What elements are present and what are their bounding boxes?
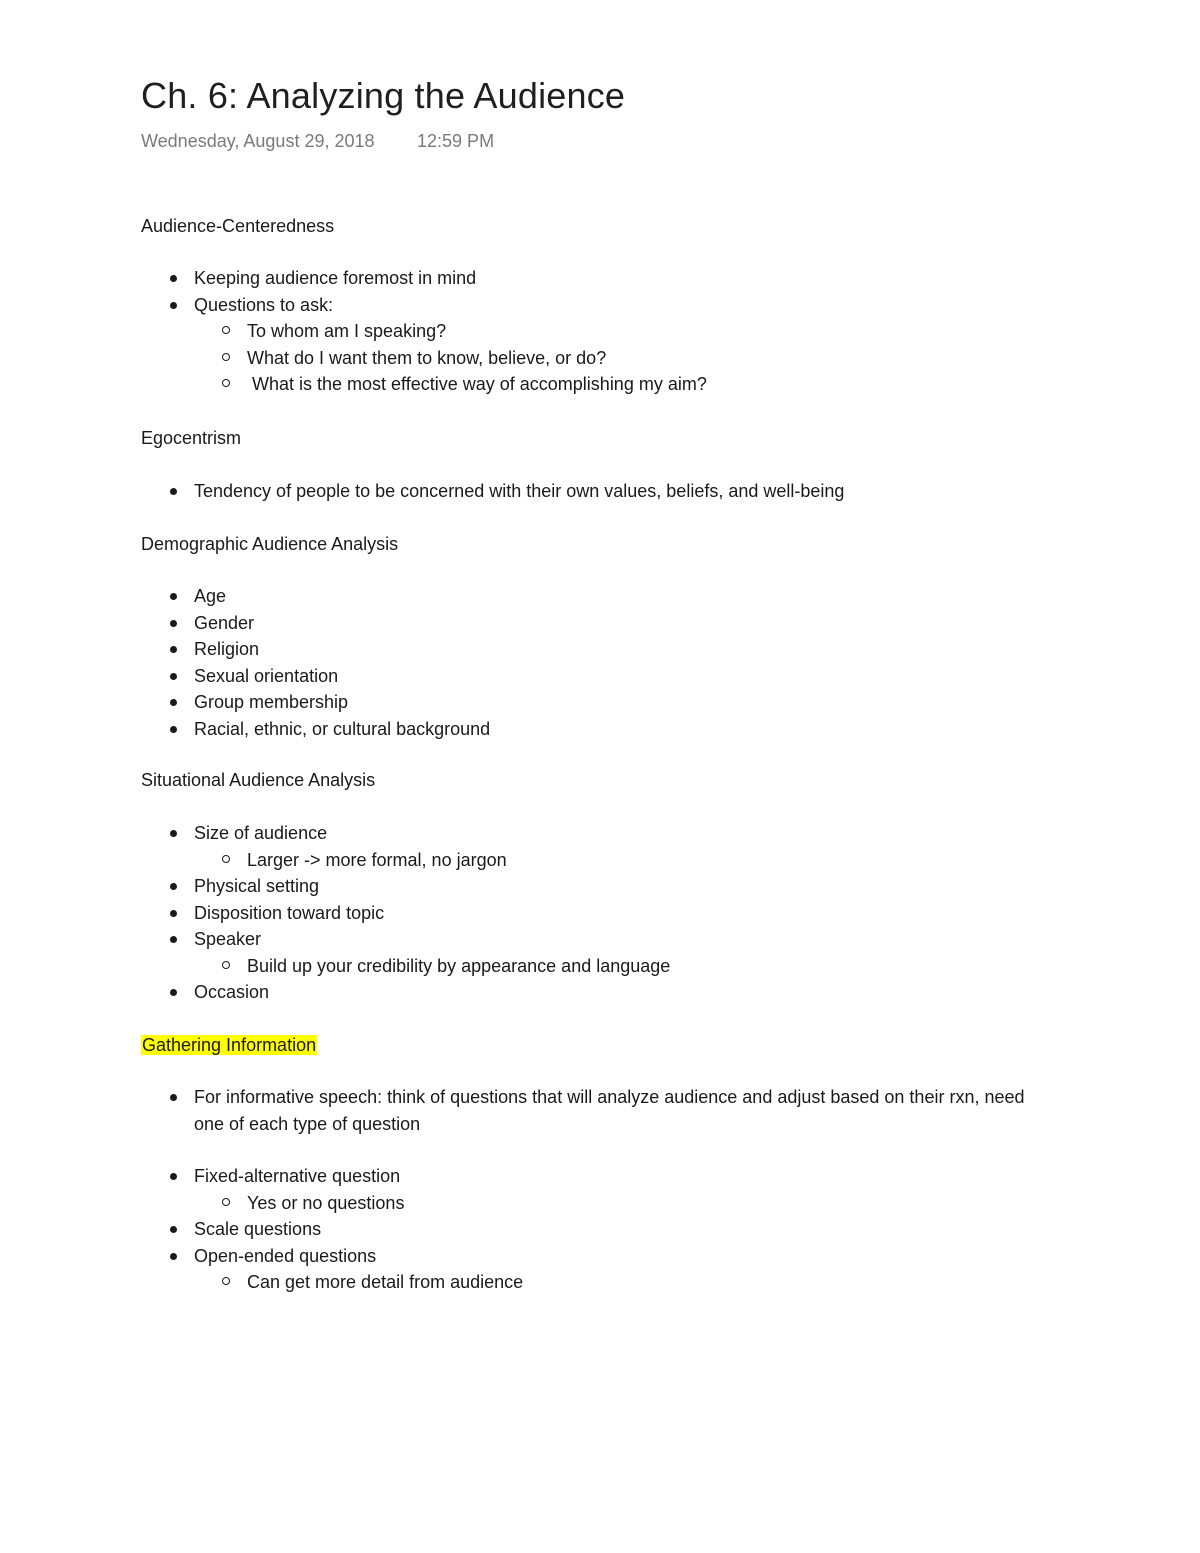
sub-list-item: [141, 318, 1041, 345]
list-item: [141, 1084, 1041, 1137]
bullet-icon: [170, 673, 177, 680]
page-title: Ch. 6: Analyzing the Audience: [141, 75, 626, 116]
bullet-icon: [170, 699, 177, 706]
sub-list-item-text: Can get more detail from audience: [247, 1272, 524, 1292]
sub-list-item: [141, 371, 1041, 398]
sub-list: [194, 1269, 1041, 1296]
list-item: [141, 926, 1041, 979]
list-item-text: Fixed-alternative question: [194, 1166, 401, 1186]
list-item: [141, 292, 1041, 398]
list-item: [141, 716, 1041, 743]
sub-list: [194, 1190, 1041, 1217]
list-item: [141, 873, 1041, 900]
heading-demographic: Demographic Audience Analysis: [141, 534, 399, 554]
bullet-icon: [170, 646, 177, 653]
list-item-text: Religion: [194, 639, 260, 659]
note-date: Wednesday, August 29, 2018: [141, 131, 375, 151]
hollow-bullet-icon: [222, 326, 230, 334]
hollow-bullet-icon: [222, 1198, 230, 1206]
list-question-types: [141, 1163, 1041, 1296]
heading-situational: Situational Audience Analysis: [141, 770, 376, 790]
list-item: [141, 1163, 1041, 1216]
sub-list-item: [141, 953, 1041, 980]
list-item-text: Racial, ethnic, or cultural background: [194, 718, 491, 739]
list-item-text: Group membership: [194, 692, 349, 712]
list-item-text: Disposition toward topic: [194, 902, 385, 923]
note-page: [141, 70, 1041, 154]
bullet-icon: [170, 593, 177, 600]
list-item: [141, 583, 1041, 610]
sub-list: [194, 318, 1041, 398]
sub-list-item-text: Larger -> more formal, no jargon: [247, 849, 507, 870]
bullet-icon: [170, 936, 177, 943]
list-item-text: Tendency of people to be concerned with their own values, beliefs, and well-being: [194, 481, 845, 501]
sub-list-item: [141, 1269, 1041, 1296]
list-item-text: Size of audience: [194, 823, 328, 843]
list-egocentrism: [141, 478, 1041, 505]
hollow-bullet-icon: [222, 855, 230, 863]
highlighted-text: Gathering Information: [142, 1035, 317, 1055]
heading-egocentrism: Egocentrism: [141, 428, 242, 448]
list-item: [141, 1216, 1041, 1243]
list-item-text: Occasion: [194, 982, 270, 1002]
list-item: [141, 689, 1041, 716]
list-item-text: Keeping audience foremost in mind: [194, 268, 477, 288]
sub-list-item-text: To whom am I speaking?: [247, 321, 447, 341]
bullet-icon: [170, 910, 177, 917]
list-item-text: Gender: [194, 612, 255, 633]
bullet-icon: [170, 302, 177, 309]
list-item-text: Age: [194, 586, 227, 606]
list-item-text: Sexual orientation: [194, 665, 339, 686]
list-item-text: For informative speech: think of questions that will analyze audience and adjust based on their rxn, need one of each type of question: [194, 1087, 1025, 1134]
sub-list-item-text: What is the most effective way of accomplishing my aim?: [247, 374, 707, 394]
list-item: [141, 979, 1041, 1006]
list-item: [141, 610, 1041, 637]
hollow-bullet-icon: [222, 961, 230, 969]
bullet-icon: [170, 830, 177, 837]
list-item: [141, 1243, 1041, 1296]
sub-list-item-text: Build up your credibility by appearance and language: [247, 955, 671, 976]
list-audience-centeredness: [141, 265, 1041, 398]
list-situational: [141, 820, 1041, 1006]
list-demographic: [141, 583, 1041, 742]
bullet-icon: [170, 883, 177, 890]
note-time: 12:59 PM: [417, 131, 495, 151]
hollow-bullet-icon: [222, 353, 230, 361]
hollow-bullet-icon: [222, 1277, 230, 1285]
hollow-bullet-icon: [222, 379, 230, 387]
sub-list-item-text: What do I want them to know, believe, or do?: [247, 347, 607, 368]
list-item-text: Scale questions: [194, 1219, 322, 1239]
bullet-icon: [170, 1094, 177, 1101]
bullet-icon: [170, 1253, 177, 1260]
sub-list-item: [141, 847, 1041, 874]
list-item-text: Questions to ask:: [194, 294, 334, 315]
heading-audience-centeredness: Audience-Centeredness: [141, 216, 335, 236]
bullet-icon: [170, 275, 177, 282]
bullet-icon: [170, 620, 177, 627]
bullet-icon: [170, 1173, 177, 1180]
list-item: [141, 820, 1041, 873]
list-item: [141, 900, 1041, 927]
bullet-icon: [170, 726, 177, 733]
list-item-text: Speaker: [194, 929, 262, 949]
list-item: [141, 636, 1041, 663]
list-item: [141, 663, 1041, 690]
sub-list-item: [141, 345, 1041, 372]
bullet-icon: [170, 488, 177, 495]
list-item-text: Physical setting: [194, 876, 320, 896]
bullet-icon: [170, 1226, 177, 1233]
sub-list-item: [141, 1190, 1041, 1217]
list-item: [141, 265, 1041, 292]
list-gathering-intro: [141, 1084, 1041, 1137]
list-item: [141, 478, 1041, 505]
sub-list: [194, 847, 1041, 874]
list-item-text: Open-ended questions: [194, 1245, 377, 1266]
bullet-icon: [170, 989, 177, 996]
sub-list: [194, 953, 1041, 980]
sub-list-item-text: Yes or no questions: [247, 1192, 405, 1213]
note-timestamp: [141, 128, 1041, 154]
heading-gathering: [141, 1032, 317, 1058]
